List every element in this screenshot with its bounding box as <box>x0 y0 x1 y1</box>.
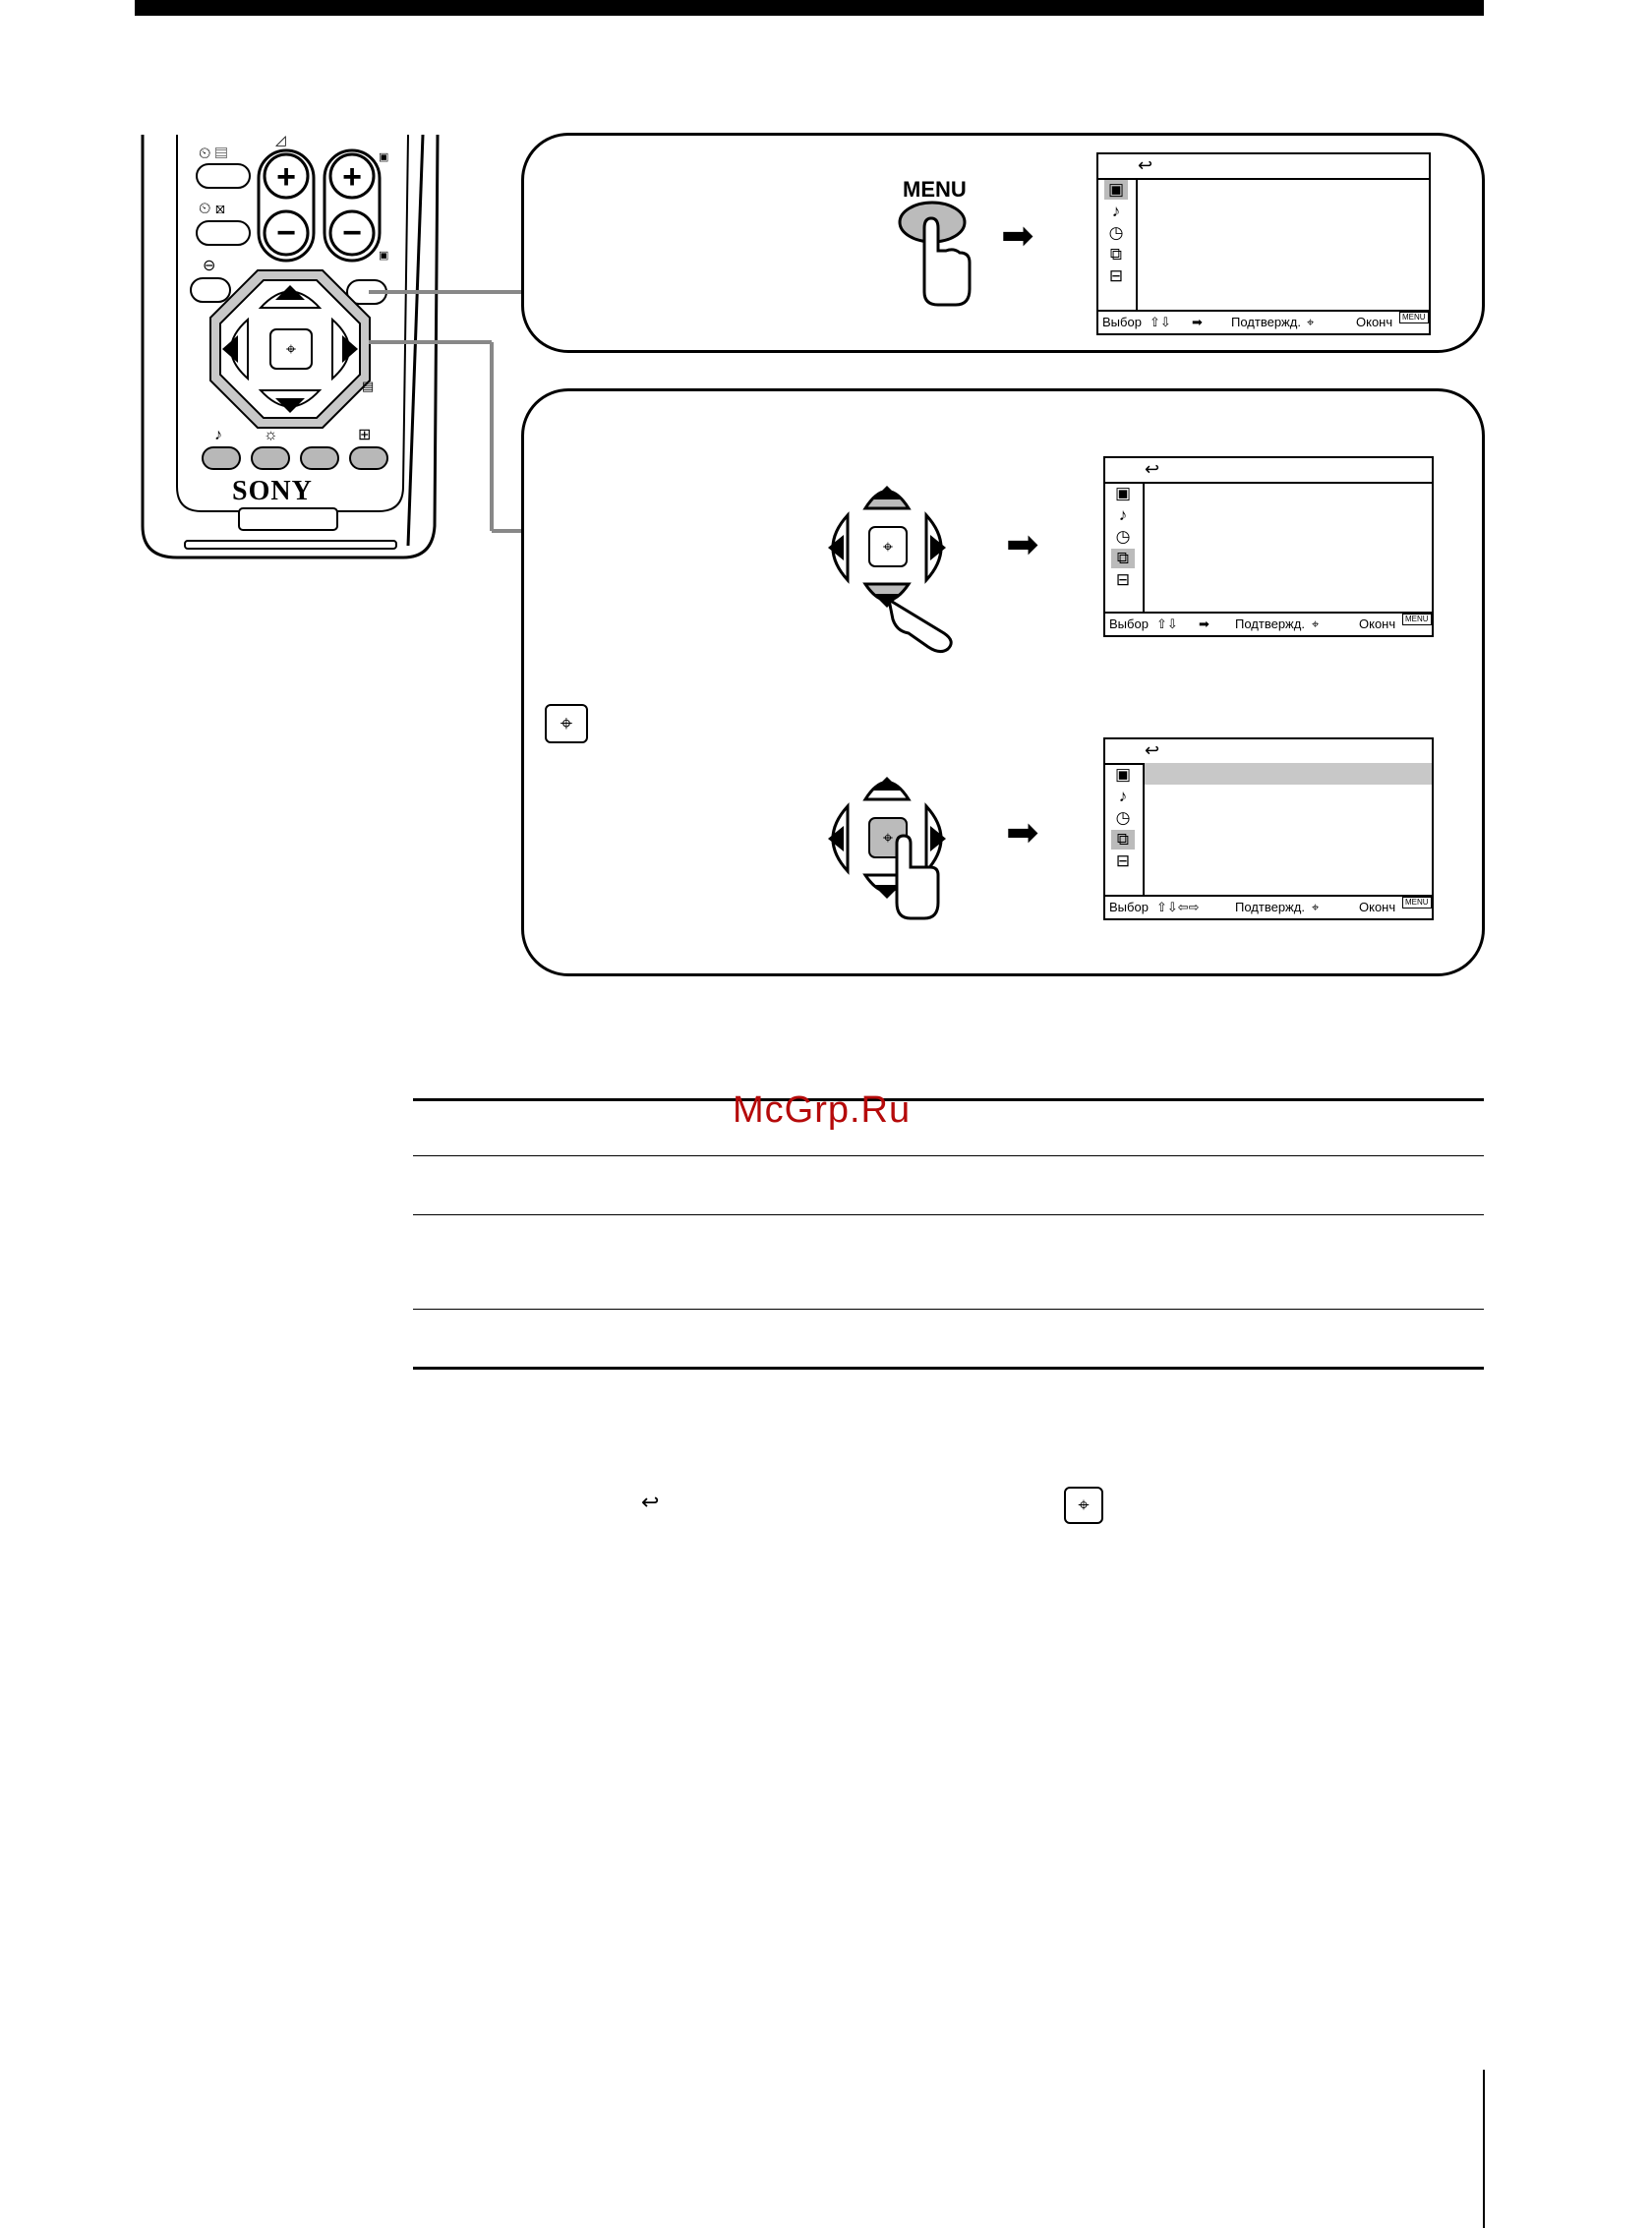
center-button-icon: ⌖ <box>1312 616 1320 631</box>
svg-text:⌖: ⌖ <box>882 537 894 557</box>
menu-key-icon: MENU <box>1402 614 1432 625</box>
top-bar <box>135 0 1484 16</box>
menu-button-press-illustration <box>895 199 974 312</box>
right-arrow-icon: ➡ <box>1192 315 1203 329</box>
arrow-right-icon: ➡ <box>1001 214 1034 258</box>
sound-icon: ♪ <box>1111 202 1121 220</box>
osd-header <box>1105 458 1432 484</box>
arrow-right-icon: ➡ <box>1006 523 1039 566</box>
table-row-rule <box>413 1214 1484 1215</box>
return-icon: ↩ <box>641 1490 660 1514</box>
confirm-label: Подтвержд. <box>1235 900 1305 914</box>
menu-key-icon: MENU <box>1399 312 1429 323</box>
svg-text:▤: ▤ <box>362 379 375 393</box>
toolbox-icon: ⊟ <box>1115 851 1131 870</box>
end-label: Оконч <box>1359 616 1396 631</box>
osd-header <box>1105 739 1432 765</box>
page-margin-line <box>1483 2070 1485 2228</box>
svg-text:⏲ ▤: ⏲ ▤ <box>199 146 228 162</box>
svg-text:⌖: ⌖ <box>882 828 894 848</box>
four-way-arrows-icon: ⇧⇩⇦⇨ <box>1156 900 1200 914</box>
picture-icon: ▣ <box>1114 484 1132 502</box>
right-arrow-icon: ➡ <box>1199 616 1210 631</box>
osd-footer <box>1105 895 1432 918</box>
callout-lines <box>364 275 536 541</box>
center-button-press-illustration <box>818 765 975 922</box>
highlighted-row <box>1145 763 1432 785</box>
center-button-icon: ⌖ <box>545 704 588 743</box>
sony-logo: SONY <box>232 476 313 506</box>
toolbox-icon: ⊟ <box>1108 266 1124 285</box>
picture-icon: ▣ <box>1104 180 1128 200</box>
svg-text:♪: ♪ <box>214 427 222 443</box>
arrow-right-icon: ➡ <box>1006 811 1039 854</box>
down-button-press-illustration <box>818 474 975 656</box>
svg-text:+: + <box>276 158 296 196</box>
osd-menu-screen-1 <box>1096 152 1431 335</box>
table-row-rule <box>413 1309 1484 1310</box>
table-bottom-rule <box>413 1367 1484 1370</box>
return-icon: ↩ <box>1138 155 1153 175</box>
osd-footer <box>1105 612 1432 635</box>
svg-text:▣: ▣ <box>379 151 389 163</box>
center-button-icon: ⌖ <box>1307 315 1315 329</box>
svg-text:−: − <box>276 214 296 252</box>
svg-text:⏲ ⊠: ⏲ ⊠ <box>199 201 226 217</box>
select-label: Выбор <box>1109 616 1149 631</box>
select-label: Выбор <box>1109 900 1149 914</box>
svg-text:☼: ☼ <box>264 427 278 443</box>
end-label: Оконч <box>1356 315 1393 329</box>
table-row-rule <box>413 1155 1484 1156</box>
svg-text:⌖: ⌖ <box>285 339 297 359</box>
table-top-rule <box>413 1098 1484 1101</box>
osd-menu-screen-2 <box>1103 456 1434 637</box>
svg-text:⊖: ⊖ <box>203 258 216 274</box>
up-down-arrows-icon: ⇧⇩ <box>1156 616 1178 631</box>
center-button-icon: ⌖ <box>1312 900 1320 914</box>
return-icon: ↩ <box>1145 459 1160 479</box>
sound-icon: ♪ <box>1118 787 1128 805</box>
menu-key-icon: MENU <box>1402 897 1432 909</box>
menu-key-label: MENU <box>903 177 967 202</box>
svg-text:▣: ▣ <box>379 250 389 262</box>
svg-text:◿: ◿ <box>275 133 286 147</box>
confirm-label: Подтвержд. <box>1235 616 1305 631</box>
channel-icon: ⧉ <box>1111 830 1135 850</box>
sound-icon: ♪ <box>1118 505 1128 524</box>
channel-icon: ⧉ <box>1111 549 1135 568</box>
timer-icon: ◷ <box>1115 527 1131 546</box>
end-label: Оконч <box>1359 900 1396 914</box>
confirm-label: Подтвержд. <box>1231 315 1301 329</box>
up-down-arrows-icon: ⇧⇩ <box>1150 315 1171 329</box>
osd-footer <box>1098 310 1429 333</box>
watermark: McGrp.Ru <box>733 1089 912 1131</box>
picture-icon: ▣ <box>1114 765 1132 784</box>
select-label: Выбор <box>1102 315 1142 329</box>
toolbox-icon: ⊟ <box>1115 570 1131 589</box>
svg-text:−: − <box>342 214 362 252</box>
timer-icon: ◷ <box>1108 223 1124 242</box>
svg-text:+: + <box>342 158 362 196</box>
center-button-icon: ⌖ <box>1064 1487 1103 1524</box>
timer-icon: ◷ <box>1115 808 1131 827</box>
svg-text:⊞: ⊞ <box>358 427 372 443</box>
osd-header <box>1098 154 1429 180</box>
return-icon: ↩ <box>1145 740 1160 760</box>
channel-icon: ⧉ <box>1109 245 1123 264</box>
osd-menu-screen-3 <box>1103 737 1434 920</box>
